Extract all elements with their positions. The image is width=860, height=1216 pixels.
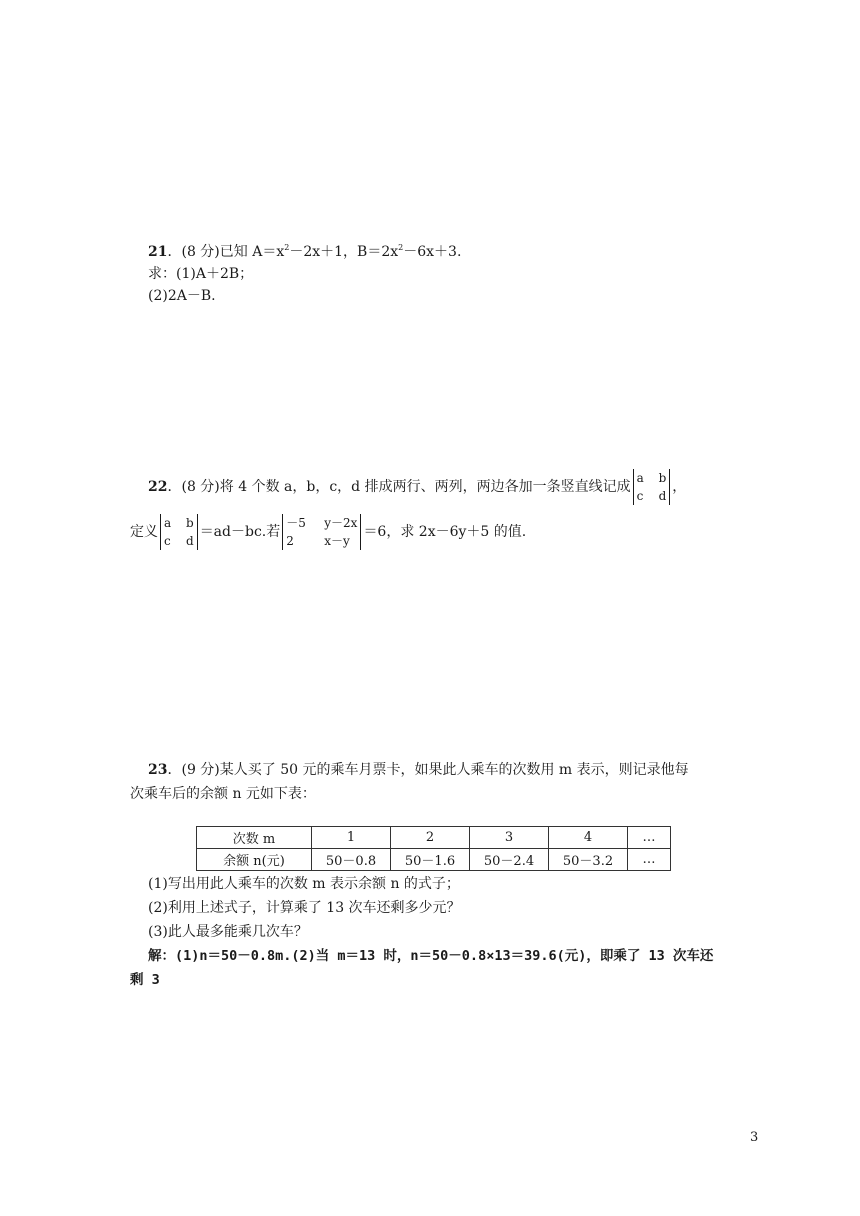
m2-b: b [186, 516, 194, 530]
page-number: 3 [750, 1130, 759, 1145]
q22-line-2 [130, 512, 526, 552]
q23-line-2: 次乘车后的余额 n 元如下表： [130, 786, 316, 802]
m1-c: c [636, 489, 644, 503]
m3-d: x－y [324, 534, 350, 548]
q21-sup-2: 2 [398, 243, 404, 252]
m1-b: b [658, 471, 667, 485]
q22-matrix-2 [160, 514, 198, 550]
q23-sub-2: (2)利用上述式子，计算乘了 13 次车还剩多少元？ [148, 900, 461, 916]
q21-line-3: (2)2A－B. [148, 288, 216, 304]
q23-sub-3: (3)此人最多能乘几次车？ [148, 924, 308, 940]
q21-text-b: －2x＋1，B＝2x [289, 244, 399, 260]
m3-b: y－2x [324, 516, 358, 530]
m1-d: d [658, 489, 667, 503]
m3-a: －5 [286, 516, 306, 530]
table-cell: … [628, 849, 671, 871]
q22-comma: ， [672, 479, 687, 495]
q21-sup-1: 2 [284, 243, 290, 252]
q22-text-a: ．(8 分)将 4 个数 a，b，c，d 排成两行、两列，两边各加一条竖直线记成 [167, 479, 631, 495]
q22-tail: ＝6，求 2x－6y＋5 的值. [363, 524, 527, 540]
q22-eq-def: ＝ad－bc.若 [199, 524, 281, 540]
table-row [197, 827, 671, 849]
table-cell: 4 [549, 827, 628, 849]
table-cell: … [628, 827, 671, 849]
table-cell: 余额 n(元) [197, 849, 312, 871]
m2-d: d [186, 534, 194, 548]
q21-line-1 [148, 242, 461, 262]
table-cell: 50－2.4 [470, 849, 549, 871]
q23-text-a: ．(9 分)某人买了 50 元的乘车月票卡，如果此人乘车的次数用 m 表示，则记录他每 [167, 762, 689, 778]
table-cell: 50－1.6 [391, 849, 470, 871]
table-cell: 3 [470, 827, 549, 849]
q21-text-c: －6x＋3. [403, 244, 462, 260]
q22-matrix-3 [282, 514, 361, 550]
m2-a: a [164, 516, 172, 530]
q23-table [196, 826, 671, 871]
m3-c: 2 [286, 534, 294, 548]
table-cell: 1 [312, 827, 391, 849]
q22-def-label: 定义 [130, 524, 158, 540]
q23-sub-1: (1)写出用此人乘车的次数 m 表示余额 n 的式子； [148, 876, 460, 892]
q23-answer-2: 剩 3 [130, 972, 160, 988]
table-cell: 50－3.2 [549, 849, 628, 871]
q23-line-1 [148, 760, 689, 780]
q23-number: 23 [148, 762, 168, 778]
q22-matrix-1 [633, 469, 671, 505]
table-cell: 2 [391, 827, 470, 849]
m2-c: c [164, 534, 171, 548]
m1-a: a [636, 471, 644, 485]
q21-number: 21 [148, 244, 168, 260]
table-cell: 次数 m [197, 827, 312, 849]
q22-number: 22 [148, 479, 168, 495]
q21-line-2: 求：(1)A＋2B； [148, 266, 254, 282]
q23-answer-1: 解：(1)n＝50－0.8m.(2)当 m＝13 时，n＝50－0.8×13＝39.6(元)，即乘了 13 次车还 [148, 948, 714, 964]
q22-line-1 [148, 468, 686, 506]
table-cell: 50－0.8 [312, 849, 391, 871]
table-row [197, 849, 671, 871]
q21-text-a: ．(8 分)已知 A＝x [167, 244, 285, 260]
